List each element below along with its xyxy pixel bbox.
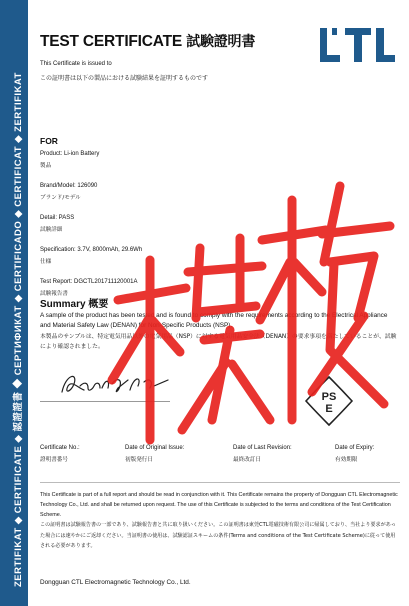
detail-line: Detail: PASS	[40, 215, 75, 221]
brand-model-line-jp: ブランド/モデル	[40, 195, 81, 201]
ctl-logo	[318, 26, 396, 64]
pse-mark	[300, 372, 358, 430]
summary-heading-jp: 概要	[88, 299, 109, 310]
original-issue-label: Date of Original Issue:	[125, 445, 185, 451]
footer-text: This Certificate is part of a full report and should be read in conjunction with it. This Certificate remains the property of Dongguan CTL Electromagnetic Technology Co., Ltd. and shall be returned upon request. The use of this Certificate is subjected to the terms and conditions of the Test Certification Scheme.	[40, 492, 398, 518]
company-name: Dongguan CTL Electromagnetic Technology Co., Ltd.	[40, 579, 191, 586]
product-line-jp: 製品	[40, 163, 52, 169]
summary-text-jp: 本製品のサンプルは、特定電気用品以外の電気用品（NSP）に対する電気用品安全法（DENAN）の要求事項を満たしていることが、試験により確認されました。	[40, 334, 397, 350]
footer-text-jp: この証明書は試験報告書の一部であり、試験報告書と共に取り扱いください。この証明書は東莞CTL電磁技術有限公司に帰属しており、当社より要求があった場合には速やかにご返却ください。当証明書の使用は、試験認証スキームの条件(Terms and conditions of the Test Certificate Scheme)に従って使用される必要があります。	[40, 522, 396, 549]
certificate-no-label: Certificate No.:	[40, 445, 80, 451]
expiry-label: Date of Expiry:	[335, 445, 375, 451]
product-line: Product: Li-ion Battery	[40, 151, 100, 157]
svg-text:E: E	[325, 403, 333, 415]
last-revision-label: Date of Last Revision:	[233, 445, 292, 451]
certificate-no-label-jp: 證明書番号	[40, 457, 68, 463]
title-jp: 試験證明書	[186, 34, 256, 50]
signature	[58, 368, 173, 402]
issued-to-text-jp: この証明書は以下の製品における試験結果を証明するものです	[40, 75, 209, 82]
specification-line-jp: 仕様	[40, 259, 52, 265]
certificate-side-band	[0, 0, 28, 606]
for-label: FOR	[40, 136, 58, 146]
issued-to-text: This Certificate is issued to	[40, 61, 112, 67]
original-issue-label-jp: 初版発行日	[125, 457, 153, 463]
test-report-line: Test Report: DGCTL201711120001A	[40, 279, 138, 285]
divider	[40, 482, 400, 483]
summary-heading	[40, 295, 108, 310]
signature-line	[40, 401, 170, 402]
specification-line: Specification: 3.7V, 8000mAh, 29.6Wh	[40, 247, 143, 253]
brand-model-line: Brand/Model: 126090	[40, 183, 98, 189]
summary-text: A sample of the product has been tested and is found to comply with the requirements according to the Electrical Appliance and Material Safety Law (DENAN) for Non-Specific Products (NSP).	[40, 312, 388, 329]
detail-line-jp: 試験詳細	[40, 227, 63, 233]
certificate-title	[40, 31, 255, 51]
svg-text:PS: PS	[321, 391, 337, 403]
last-revision-label-jp: 最終改訂日	[233, 457, 261, 463]
test-report-line-jp: 試験報告書	[40, 291, 68, 297]
side-band-text: ZERTIFIKAT ◆ CERTIFICATE ◆ 認證證書 ◆ СЕРТИФИКАТ ◆ CERTIFICADO ◆ CERTIFICAT ◆ ZERTIFIKAT	[13, 72, 24, 587]
summary-heading-en: Summary	[40, 299, 86, 310]
title-en: TEST CERTIFICATE	[40, 33, 183, 50]
expiry-label-jp: 有効期限	[335, 457, 358, 463]
